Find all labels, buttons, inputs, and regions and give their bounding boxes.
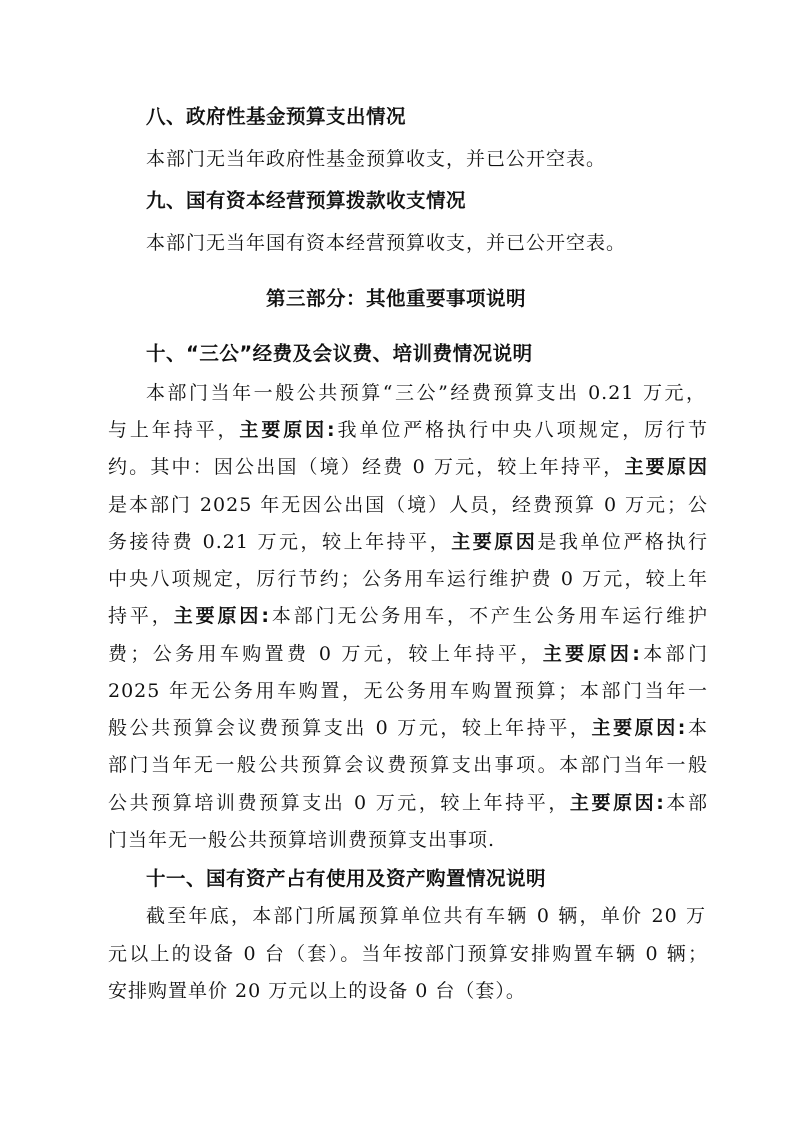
reason-label: 主要原因: [542,643,641,665]
reason-label: 主要原因: [173,605,270,627]
section-10-line-4: 是本部门 2025 年无因公出国（境）人员，经费预算 0 万元；公 [108,494,708,516]
section-10-line-1: 本部门当年一般公共预算“三公”经费预算支出 0.21 万元， [146,382,706,404]
section-9-heading: 九、国有资本经营预算拨款收支情况 [146,189,467,212]
section-10-line-5: 务接待费 0.21 万元，较上年持平，主要原因是我单位严格执行 [108,531,708,553]
section-10-line-13: 门当年无一般公共预算培训费预算支出事项. [108,829,496,851]
section-10-line-6: 中央八项规定，厉行节约；公务用车运行维护费 0 万元，较上年 [108,568,708,590]
reason-label: 主要原因: [239,419,336,441]
reason-label: 主要原因 [451,531,538,553]
section-9-body: 本部门无当年国有资本经营预算收支，并已公开空表。 [146,232,627,254]
section-11-line-3: 安排购置单价 20 万元以上的设备 0 台（套）。 [108,980,526,1002]
section-10-line-11: 部门当年无一般公共预算会议费预算支出事项。本部门当年一般 [108,754,708,776]
part-3-title: 第三部分：其他重要事项说明 [265,287,526,310]
section-11-heading: 十一、国有资产占有使用及资产购置情况说明 [146,867,547,890]
section-11-line-1: 截至年底，本部门所属预算单位共有车辆 0 辆，单价 20 万 [146,905,706,927]
section-10-line-3: 约。其中：因公出国（境）经费 0 万元，较上年持平，主要原因 [108,456,708,478]
reason-label: 主要原因: [569,792,665,814]
section-10-line-12: 公共预算培训费预算支出 0 万元，较上年持平，主要原因:本部 [108,792,708,814]
reason-label: 主要原因 [624,456,708,478]
section-10-line-10: 般公共预算会议费预算支出 0 万元，较上年持平，主要原因:本 [108,717,708,739]
section-10-line-9: 2025 年无公务用车购置，无公务用车购置预算；本部门当年一 [108,680,708,702]
section-10-line-7: 持平，主要原因:本部门无公务用车，不产生公务用车运行维护 [108,605,708,627]
section-10-line-2: 与上年持平，主要原因:我单位严格执行中央八项规定，厉行节 [108,419,708,441]
section-10-heading: 十、“三公”经费及会议费、培训费情况说明 [146,342,533,365]
section-8-body: 本部门无当年政府性基金预算收支，并已公开空表。 [146,148,607,170]
section-10-line-8: 费；公务用车购置费 0 万元，较上年持平，主要原因:本部门 [108,643,708,665]
section-11-line-2: 元以上的设备 0 台（套）。当年按部门预算安排购置车辆 0 辆； [108,943,708,965]
reason-label: 主要原因: [591,717,687,739]
section-8-heading: 八、政府性基金预算支出情况 [146,105,407,128]
